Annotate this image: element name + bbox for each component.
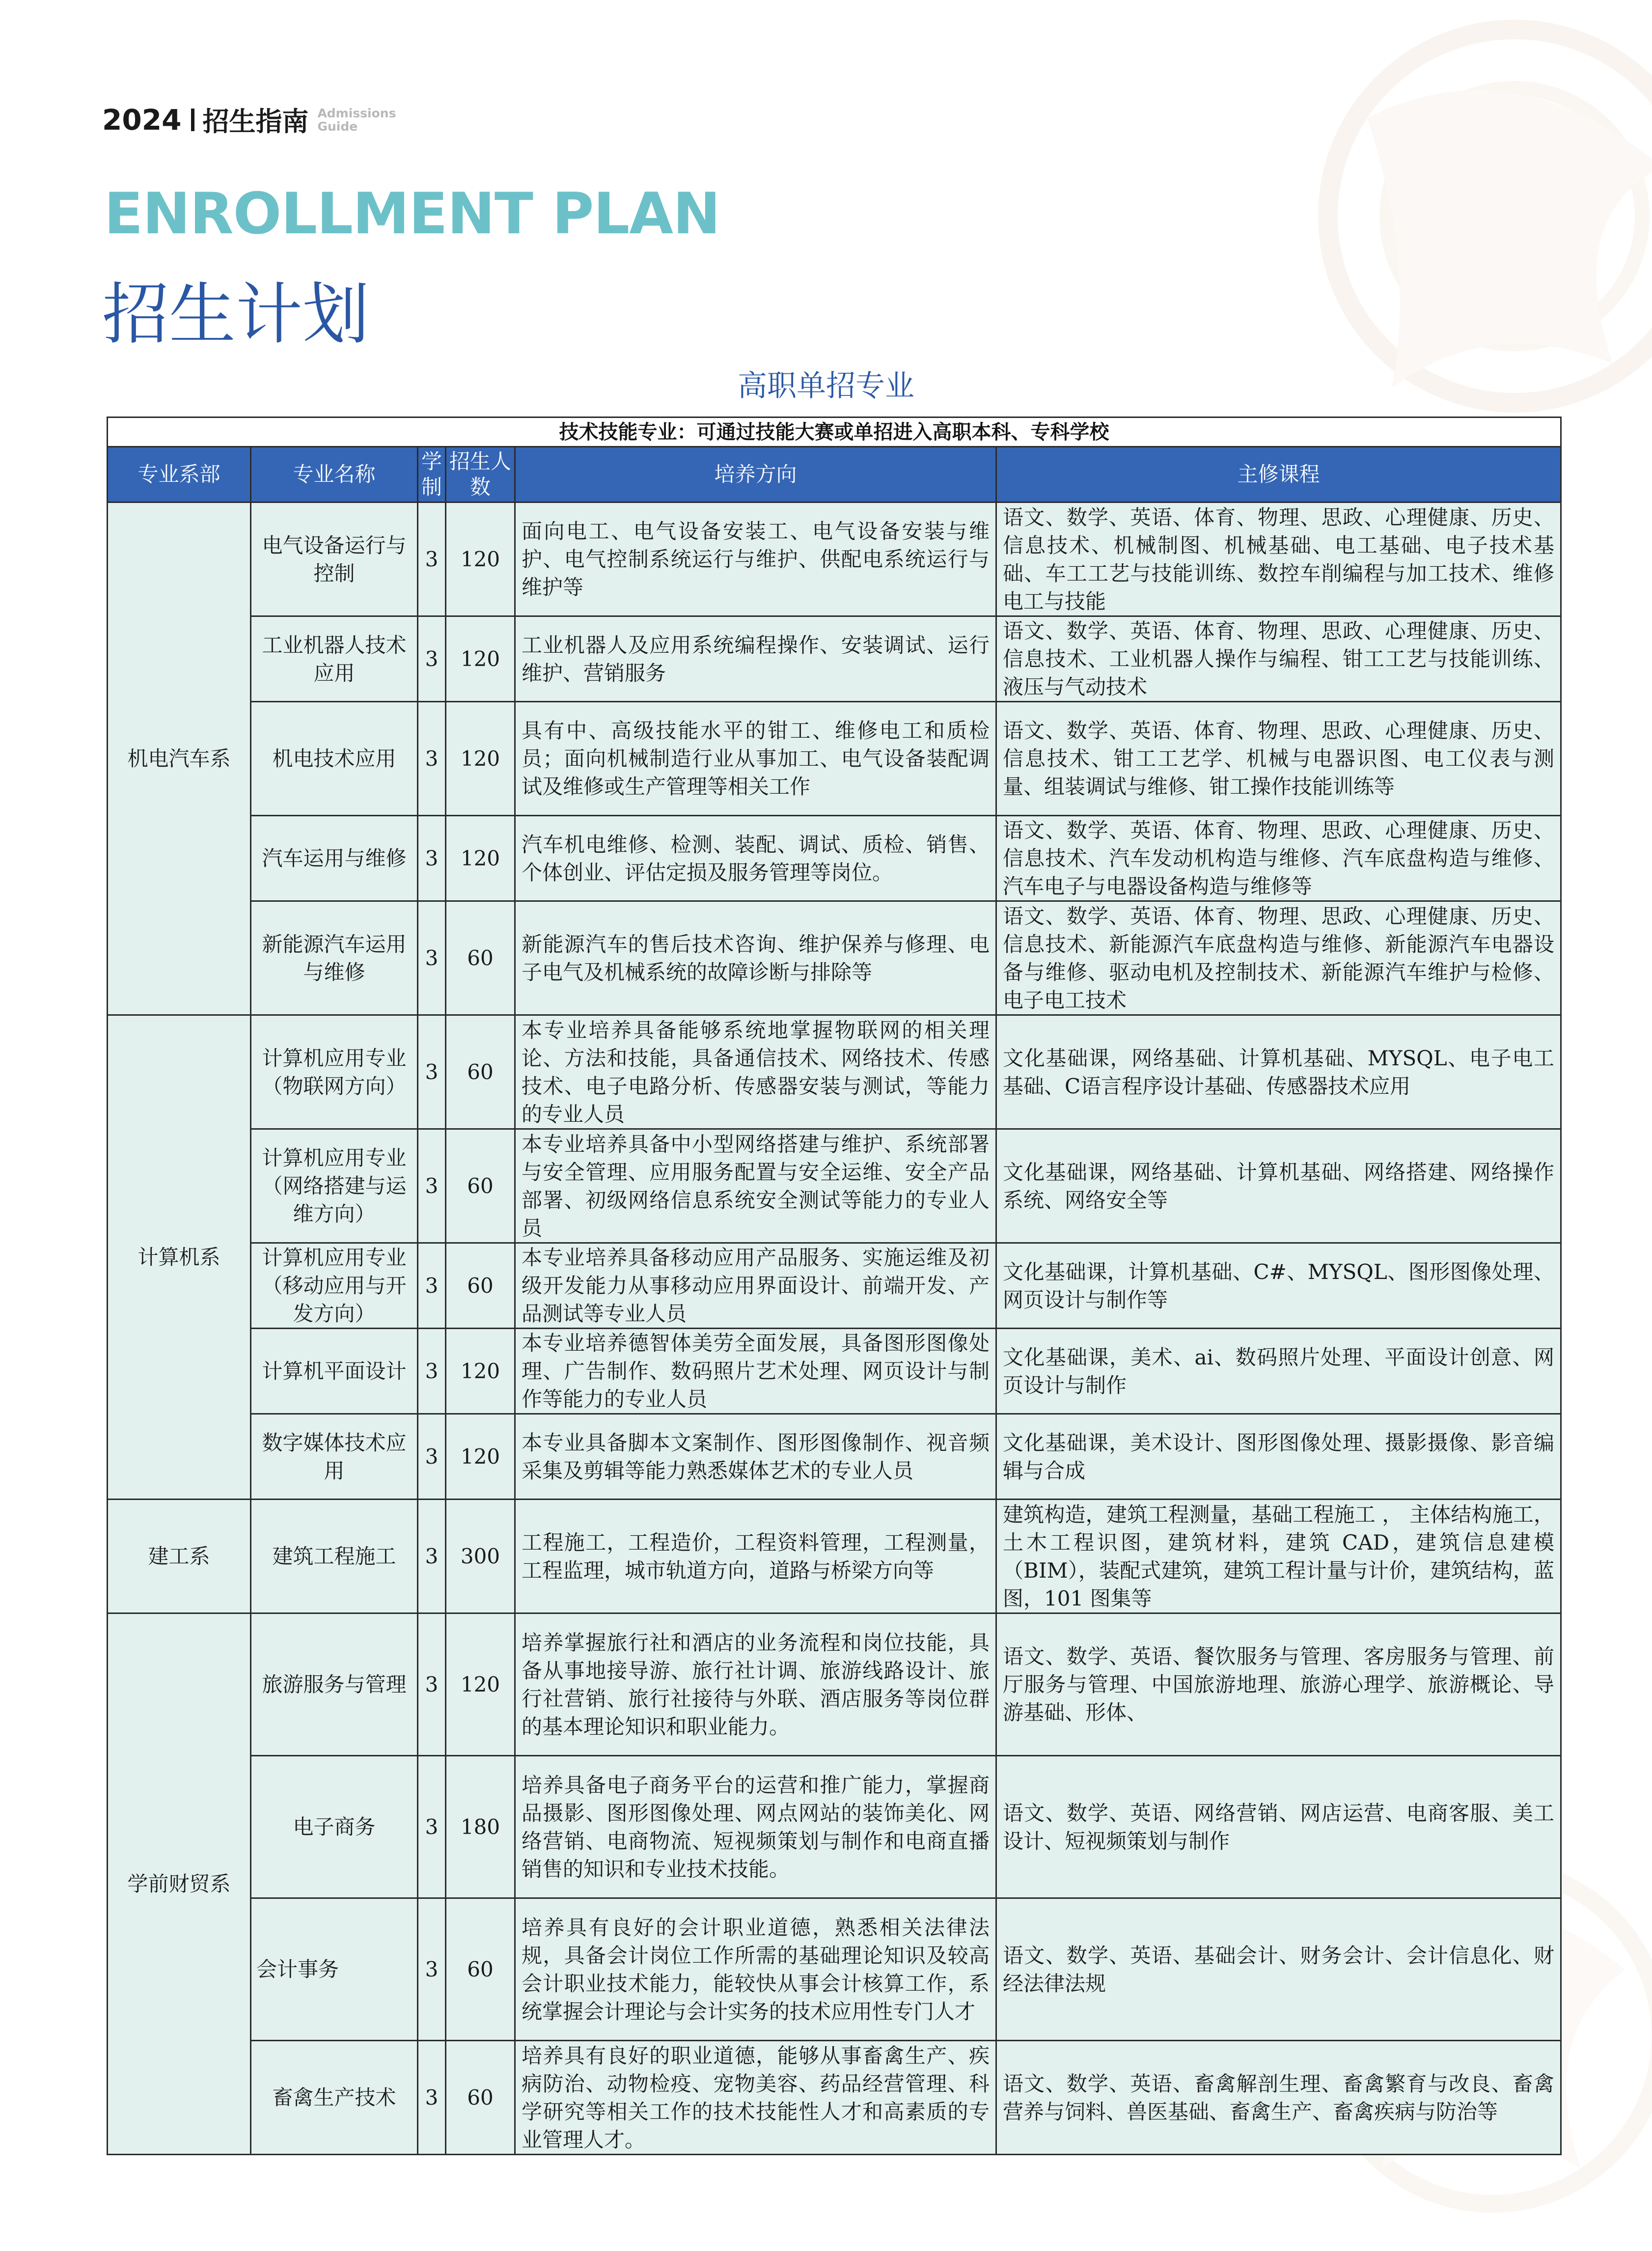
years-cell: 3 (418, 1329, 446, 1414)
direction-cell: 汽车机电维修、检测、装配、调试、质检、销售、个体创业、评估定损及服务管理等岗位。 (515, 816, 996, 901)
enroll-cell: 120 (446, 816, 515, 901)
enroll-cell: 300 (446, 1500, 515, 1613)
table-row (108, 901, 1561, 1015)
major-name: 工业机器人技术应用 (251, 616, 418, 702)
enroll-cell: 60 (446, 1898, 515, 2041)
table-row (108, 702, 1561, 816)
table-row (108, 1756, 1561, 1898)
years-cell: 3 (418, 901, 446, 1015)
courses-cell: 文化基础课，美术、ai、数码照片处理、平面设计创意、网页设计与制作 (996, 1329, 1561, 1414)
table-row (108, 816, 1561, 901)
table-row (108, 1613, 1561, 1756)
years-cell: 3 (418, 816, 446, 901)
header-year: 2024 (102, 103, 182, 137)
section-title: 高职单招专业 (738, 369, 914, 403)
years-cell: 3 (418, 702, 446, 816)
major-name: 机电技术应用 (251, 702, 418, 816)
table-banner: 技术技能专业：可通过技能大赛或单招进入高职本科、专科学校 (108, 417, 1561, 447)
direction-cell: 培养具备电子商务平台的运营和推广能力，掌握商品摄影、图形图像处理、网点网站的装饰美化、网络营销、电商物流、短视频策划与制作和电商直播销售的知识和专业技术技能。 (515, 1756, 996, 1898)
direction-cell: 具有中、高级技能水平的钳工、维修电工和质检员；面向机械制造行业从事加工、电气设备装配调试及维修或生产管理等相关工作 (515, 702, 996, 816)
col-header-major: 专业名称 (251, 447, 418, 502)
courses-cell: 语文、数学、英语、体育、物理、思政、心理健康、历史、信息技术、钳工工艺学、机械与电器识图、电工仪表与测量、组装调试与维修、钳工操作技能训练等 (996, 702, 1561, 816)
courses-cell: 语文、数学、英语、餐饮服务与管理、客房服务与管理、前厅服务与管理、中国旅游地理、旅游心理学、旅游概论、导游基础、形体、 (996, 1613, 1561, 1756)
courses-cell: 文化基础课，网络基础、计算机基础、MYSQL、电子电工基础、C语言程序设计基础、传感器技术应用 (996, 1015, 1561, 1129)
major-name: 计算机应用专业（物联网方向） (251, 1015, 418, 1129)
page-title-en: ENROLLMENT PLAN (104, 181, 720, 247)
courses-cell: 文化基础课，美术设计、图形图像处理、摄影摄像、影音编辑与合成 (996, 1414, 1561, 1500)
years-cell: 3 (418, 1129, 446, 1243)
direction-cell: 本专业培养具备能够系统地掌握物联网的相关理论、方法和技能，具备通信技术、网络技术、传感技术、电子电路分析、传感器安装与测试，等能力的专业人员 (515, 1015, 996, 1129)
major-name: 电气设备运行与控制 (251, 502, 418, 616)
direction-cell: 本专业培养德智体美劳全面发展，具备图形图像处理、广告制作、数码照片艺术处理、网页设计与制作等能力的专业人员 (515, 1329, 996, 1414)
enroll-cell: 60 (446, 1129, 515, 1243)
years-cell: 3 (418, 1898, 446, 2041)
enroll-cell: 120 (446, 1329, 515, 1414)
direction-cell: 本专业培养具备中小型网络搭建与维护、系统部署与安全管理、应用服务配置与安全运维、安全产品部署、初级网络信息系统安全测试等能力的专业人员 (515, 1129, 996, 1243)
table-row (108, 1243, 1561, 1329)
major-name: 计算机平面设计 (251, 1329, 418, 1414)
direction-cell: 工业机器人及应用系统编程操作、安装调试、运行维护、营销服务 (515, 616, 996, 702)
enroll-cell: 120 (446, 616, 515, 702)
header-subtitle-en (317, 107, 396, 133)
courses-cell: 文化基础课，计算机基础、C#、MYSQL、图形图像处理、网页设计与制作等 (996, 1243, 1561, 1329)
header-subtitle-line2: Guide (317, 119, 358, 134)
enroll-cell: 60 (446, 1015, 515, 1129)
major-name: 会计事务 (251, 1898, 418, 2041)
years-cell: 3 (418, 502, 446, 616)
direction-cell: 新能源汽车的售后技术咨询、维护保养与修理、电子电气及机械系统的故障诊断与排除等 (515, 901, 996, 1015)
col-header-enroll: 招生人数 (446, 447, 515, 502)
enroll-cell: 180 (446, 1756, 515, 1898)
header-separator (191, 109, 194, 131)
years-cell: 3 (418, 1500, 446, 1613)
table-row (108, 2041, 1561, 2155)
courses-cell: 语文、数学、英语、基础会计、财务会计、会计信息化、财经法律法规 (996, 1898, 1561, 2041)
direction-cell: 工程施工，工程造价，工程资料管理，工程测量，工程监理，城市轨道方向，道路与桥梁方向等 (515, 1500, 996, 1613)
enroll-cell: 120 (446, 1613, 515, 1756)
enroll-cell: 60 (446, 2041, 515, 2155)
courses-cell: 语文、数学、英语、畜禽解剖生理、畜禽繁育与改良、畜禽营养与饲料、兽医基础、畜禽生产、畜禽疾病与防治等 (996, 2041, 1561, 2155)
direction-cell: 面向电工、电气设备安装工、电气设备安装与维护、电气控制系统运行与维护、供配电系统运行与维护等 (515, 502, 996, 616)
dept-cell: 学前财贸系 (108, 1613, 251, 2155)
col-header-courses: 主修课程 (996, 447, 1561, 502)
enrollment-table (107, 417, 1562, 2155)
courses-cell: 语文、数学、英语、体育、物理、思政、心理健康、历史、信息技术、汽车发动机构造与维修、汽车底盘构造与维修、汽车电子与电器设备构造与维修等 (996, 816, 1561, 901)
direction-cell: 培养具有良好的会计职业道德，熟悉相关法律法规，具备会计岗位工作所需的基础理论知识及较高会计职业技术能力，能较快从事会计核算工作，系统掌握会计理论与会计实务的技术应用性专门人才 (515, 1898, 996, 2041)
table-row (108, 1898, 1561, 2041)
col-header-years: 学制 (418, 447, 446, 502)
years-cell: 3 (418, 2041, 446, 2155)
direction-cell: 培养掌握旅行社和酒店的业务流程和岗位技能，具备从事地接导游、旅行社计调、旅游线路设计、旅行社营销、旅行社接待与外联、酒店服务等岗位群的基本理论知识和职业能力。 (515, 1613, 996, 1756)
table-row (108, 502, 1561, 616)
major-name: 汽车运用与维修 (251, 816, 418, 901)
major-name: 畜禽生产技术 (251, 2041, 418, 2155)
page-title-cn: 招生计划 (102, 276, 369, 354)
table-row (108, 1329, 1561, 1414)
enroll-cell: 60 (446, 1243, 515, 1329)
direction-cell: 本专业具备脚本文案制作、图形图像制作、视音频采集及剪辑等能力熟悉媒体艺术的专业人员 (515, 1414, 996, 1500)
courses-cell: 建筑构造，建筑工程测量，基础工程施工 ， 主体结构施工，土木工程识图，建筑材料，建筑 CAD，建筑信息建模（BIM），装配式建筑，建筑工程计量与计价，建筑结构，蓝图，101 图集等 (996, 1500, 1561, 1613)
years-cell: 3 (418, 1756, 446, 1898)
enroll-cell: 120 (446, 502, 515, 616)
major-name: 建筑工程施工 (251, 1500, 418, 1613)
courses-cell: 语文、数学、英语、网络营销、网店运营、电商客服、美工设计、短视频策划与制作 (996, 1756, 1561, 1898)
table-row (108, 1414, 1561, 1500)
header-title: 招生指南 (202, 106, 309, 137)
major-name: 电子商务 (251, 1756, 418, 1898)
years-cell: 3 (418, 1414, 446, 1500)
years-cell: 3 (418, 1613, 446, 1756)
enroll-cell: 120 (446, 702, 515, 816)
direction-cell: 本专业培养具备移动应用产品服务、实施运维及初级开发能力从事移动应用界面设计、前端开发、产品测试等专业人员 (515, 1243, 996, 1329)
courses-cell: 语文、数学、英语、体育、物理、思政、心理健康、历史、信息技术、机械制图、机械基础、电工基础、电子技术基础、车工工艺与技能训练、数控车削编程与加工技术、维修电工与技能 (996, 502, 1561, 616)
courses-cell: 语文、数学、英语、体育、物理、思政、心理健康、历史、信息技术、新能源汽车底盘构造与维修、新能源汽车电器设备与维修、驱动电机及控制技术、新能源汽车维护与检修、电子电工技术 (996, 901, 1561, 1015)
dept-cell: 机电汽车系 (108, 502, 251, 1015)
courses-cell: 文化基础课，网络基础、计算机基础、网络搭建、网络操作系统、网络安全等 (996, 1129, 1561, 1243)
major-name: 旅游服务与管理 (251, 1613, 418, 1756)
years-cell: 3 (418, 1243, 446, 1329)
direction-cell: 培养具有良好的职业道德，能够从事畜禽生产、疾病防治、动物检疫、宠物美容、药品经营管理、科学研究等相关工作的技术技能性人才和高素质的专业管理人才。 (515, 2041, 996, 2155)
major-name: 新能源汽车运用与维修 (251, 901, 418, 1015)
table-row (108, 1015, 1561, 1129)
enroll-cell: 60 (446, 901, 515, 1015)
major-name: 数字媒体技术应用 (251, 1414, 418, 1500)
col-header-dept: 专业系部 (108, 447, 251, 502)
table-header-row (108, 447, 1561, 502)
col-header-direction: 培养方向 (515, 447, 996, 502)
years-cell: 3 (418, 616, 446, 702)
dept-cell: 计算机系 (108, 1015, 251, 1500)
dept-cell: 建工系 (108, 1500, 251, 1613)
table-row (108, 1500, 1561, 1613)
page-header (102, 101, 396, 139)
years-cell: 3 (418, 1015, 446, 1129)
header-subtitle-line1: Admissions (317, 106, 396, 120)
courses-cell: 语文、数学、英语、体育、物理、思政、心理健康、历史、信息技术、工业机器人操作与编程、钳工工艺与技能训练、液压与气动技术 (996, 616, 1561, 702)
major-name: 计算机应用专业（网络搭建与运维方向） (251, 1129, 418, 1243)
table-row (108, 1129, 1561, 1243)
table-row (108, 616, 1561, 702)
enroll-cell: 120 (446, 1414, 515, 1500)
major-name: 计算机应用专业（移动应用与开发方向） (251, 1243, 418, 1329)
